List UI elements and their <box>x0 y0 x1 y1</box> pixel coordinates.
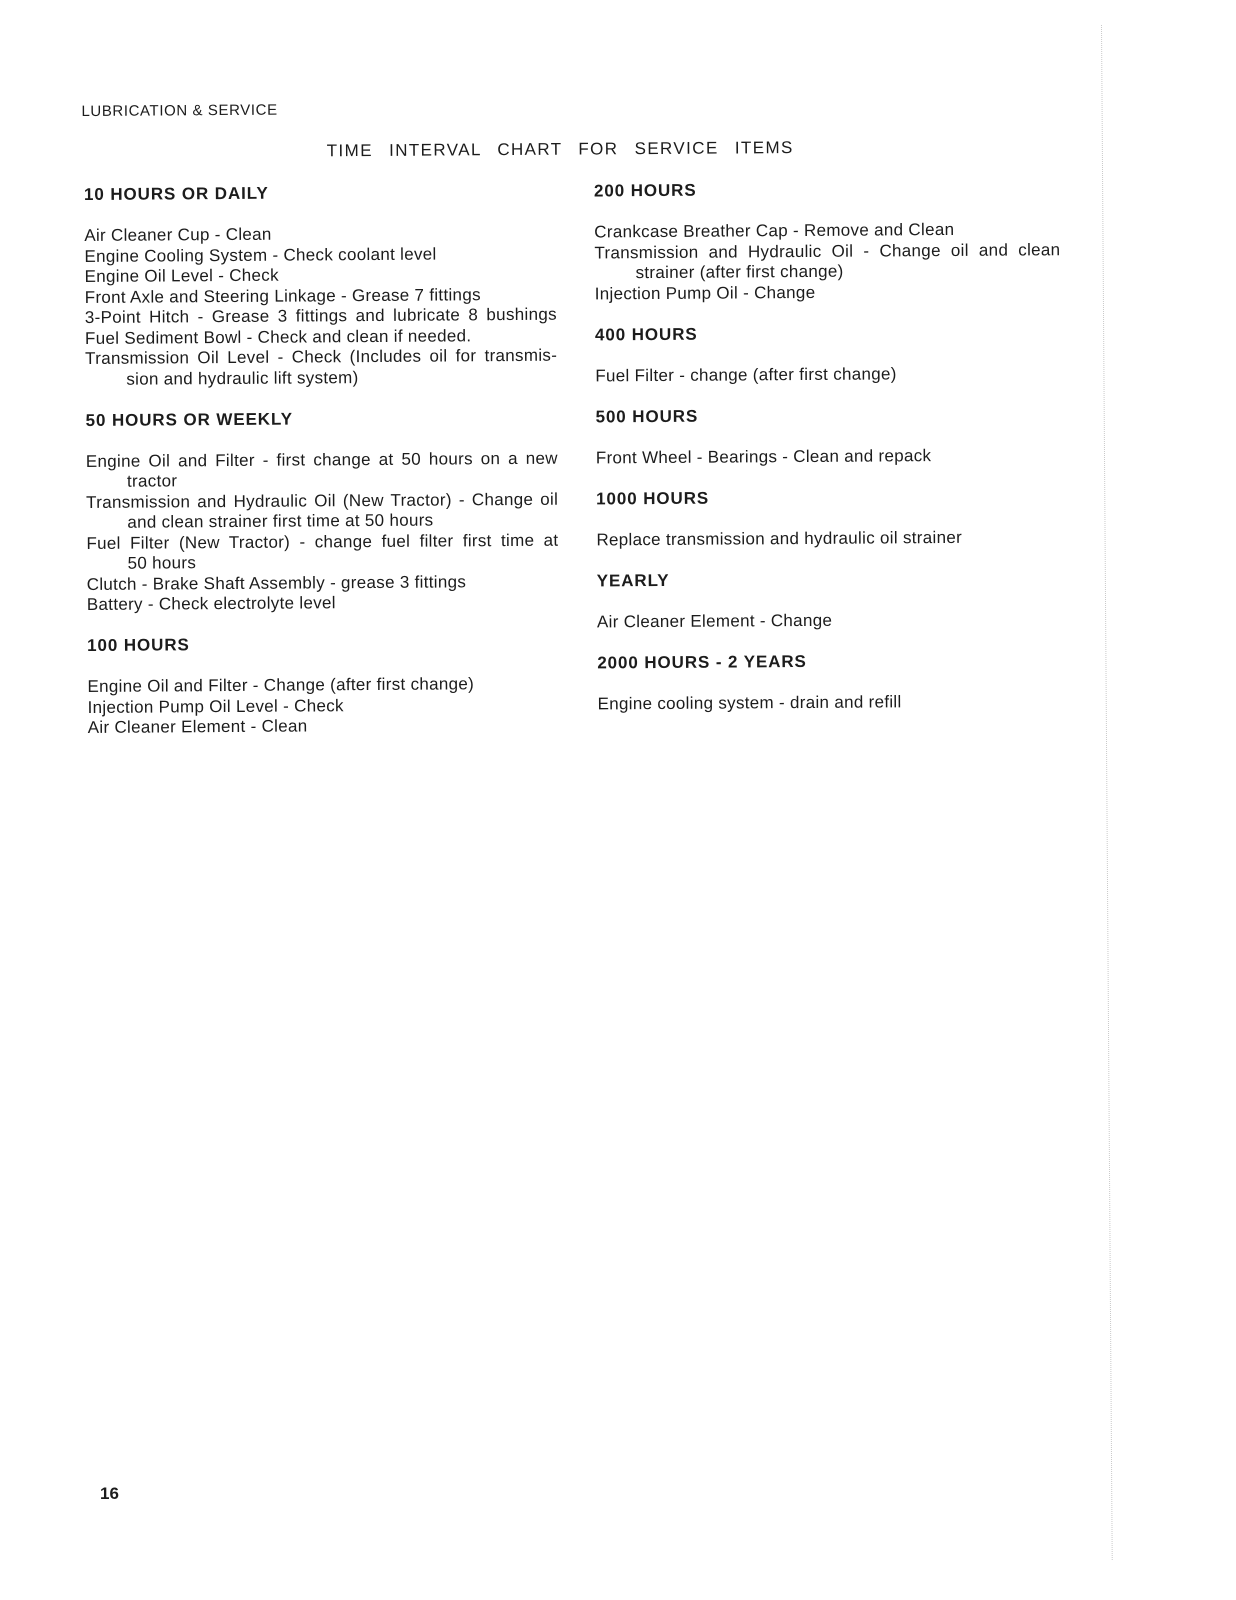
service-item <box>85 346 557 390</box>
page-number: 16 <box>100 1484 119 1503</box>
service-item-line: Fuel Filter - change (after first change) <box>595 363 897 385</box>
service-item-line: Engine Oil and Filter - first change at 50 hours on a new <box>85 448 558 471</box>
service-item-line: Crankcase Breather Cap - Remove and Clean <box>594 219 955 242</box>
service-item <box>596 527 1062 551</box>
service-item-line: Engine Cooling System - Check coolant level <box>84 244 437 266</box>
service-item-line: Transmission Oil Level - Check (Includes oil for transmis- <box>85 345 558 368</box>
service-item <box>88 715 560 739</box>
service-item <box>85 305 557 329</box>
right-column <box>594 178 1064 735</box>
section-100-hours <box>87 633 560 739</box>
service-item-line: Battery - Check electrolyte level <box>86 593 336 614</box>
service-item-line: Clutch - Brake Shaft Assembly - grease 3 fittings <box>86 571 467 594</box>
section-heading: 1000 HOURS <box>596 488 710 508</box>
section-200-hours <box>594 178 1061 304</box>
service-item <box>595 281 1061 305</box>
service-item-continuation: and clean strainer first time at 50 hours <box>127 510 434 532</box>
service-item-continuation: strainer (after first change) <box>635 261 844 283</box>
left-column <box>84 182 560 759</box>
chart-title: TIME INTERVAL CHART FOR SERVICE ITEMS <box>326 138 794 161</box>
service-item-line: Air Cleaner Element - Change <box>596 610 833 631</box>
service-item-line: Fuel Filter (New Tractor) - change fuel filter first time at <box>86 530 559 553</box>
section-500-hours <box>595 404 1061 469</box>
section-heading: 100 HOURS <box>87 635 190 655</box>
section-10-hours-or-daily <box>84 182 557 390</box>
service-item-line: Fuel Sediment Bowl - Check and clean if needed. <box>84 325 472 348</box>
service-item-line: Engine cooling system - drain and refill <box>597 691 902 713</box>
service-item-line: Replace transmission and hydraulic oil strainer <box>596 527 963 549</box>
service-item-line: Front Axle and Steering Linkage - Grease 7 fittings <box>84 284 481 307</box>
section-label: LUBRICATION & SERVICE <box>81 101 278 121</box>
service-item-line: 3-Point Hitch - Grease 3 fittings and lubricate 8 bushings <box>84 304 557 327</box>
service-item <box>86 448 558 492</box>
service-item-line: Injection Pump Oil Level - Check <box>87 695 344 717</box>
section-heading: 10 HOURS OR DAILY <box>83 183 269 204</box>
service-item-line: Front Wheel - Bearings - Clean and repack <box>595 445 932 467</box>
service-item-line: Engine Oil Level - Check <box>84 265 279 286</box>
section-heading: YEARLY <box>596 570 670 590</box>
service-item-line: Air Cleaner Cup - Clean <box>84 224 272 245</box>
section-heading: 50 HOURS OR WEEKLY <box>85 409 293 430</box>
service-item <box>594 240 1060 284</box>
service-item <box>86 530 558 574</box>
section-1000-hours <box>596 486 1062 551</box>
section-heading: 500 HOURS <box>595 406 699 426</box>
service-item-line: Injection Pump Oil - Change <box>594 282 816 303</box>
service-item <box>597 609 1063 633</box>
service-item-continuation: tractor <box>126 471 178 491</box>
service-item <box>87 592 559 616</box>
service-item-continuation: 50 hours <box>127 553 197 573</box>
section-50-hours-or-weekly <box>86 407 559 615</box>
service-item <box>596 445 1062 469</box>
section-heading: 200 HOURS <box>593 180 697 201</box>
section-heading: 400 HOURS <box>594 324 698 344</box>
service-item <box>595 363 1061 387</box>
section-400-hours <box>595 322 1061 387</box>
section-yearly <box>597 568 1063 633</box>
service-item <box>86 489 558 533</box>
section-2000-hours-2-years <box>597 650 1063 715</box>
section-heading: 2000 HOURS - 2 YEARS <box>597 651 807 672</box>
service-item-line: Transmission and Hydraulic Oil (New Tractor) - Change oil <box>86 489 559 512</box>
service-item-line: Air Cleaner Element - Clean <box>87 716 308 737</box>
service-item <box>597 691 1063 715</box>
service-item-line: Engine Oil and Filter - Change (after first change) <box>87 674 475 696</box>
service-item-line: Transmission and Hydraulic Oil - Change oil and clean <box>594 239 1061 262</box>
service-item-continuation: sion and hydraulic lift system) <box>126 367 359 389</box>
